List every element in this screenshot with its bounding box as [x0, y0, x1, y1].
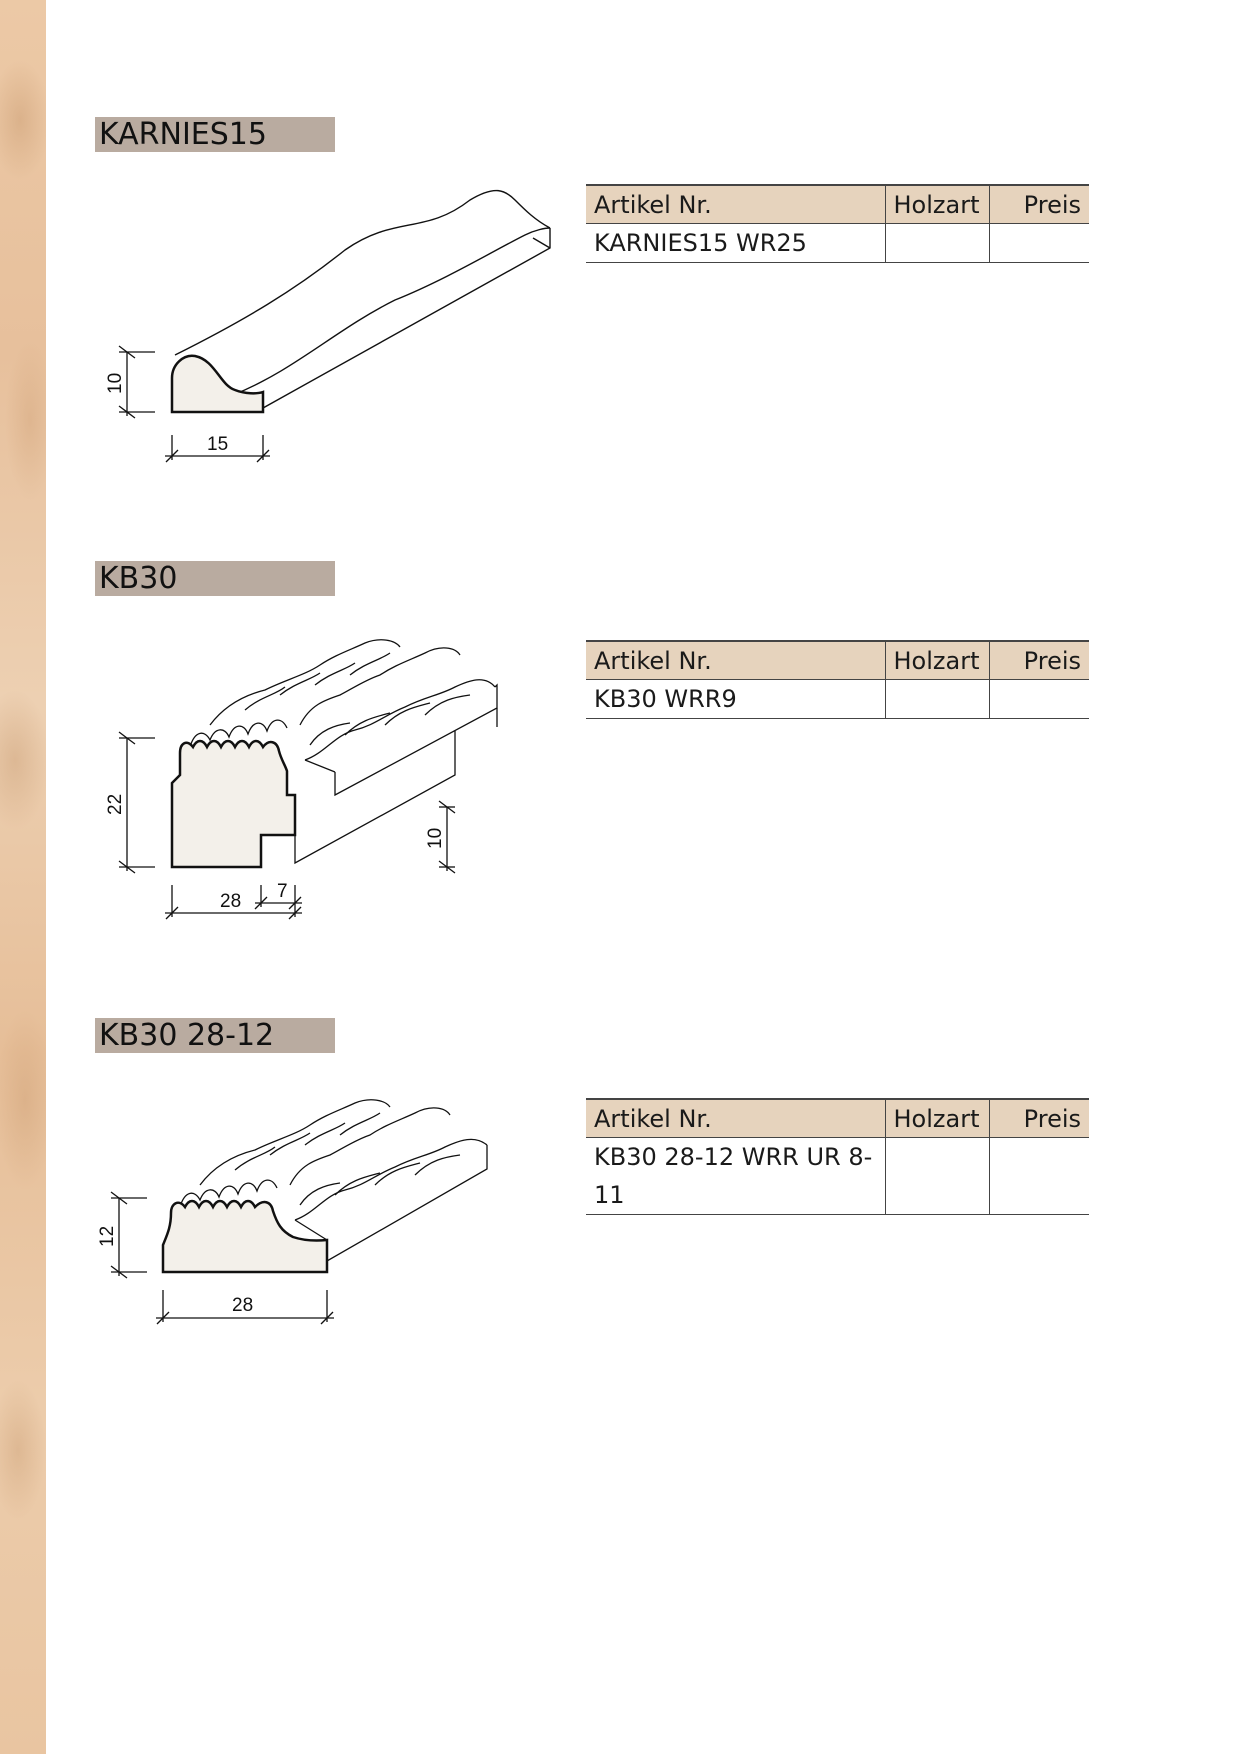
wood-texture-strip [0, 0, 46, 1754]
table-row [586, 1138, 1089, 1215]
profile-drawing-kb30-28-12 [95, 1095, 545, 1345]
dimension-height: 22 [105, 793, 126, 815]
cell-holzart [885, 224, 989, 263]
section-title-kb30-28-12: KB30 28-12 [95, 1018, 335, 1053]
cell-artikel-nr: KARNIES15 WR25 [586, 224, 885, 263]
header-artikel-nr: Artikel Nr. [586, 641, 885, 680]
table-row [586, 680, 1089, 719]
cell-artikel-nr: KB30 28-12 WRR UR 8-11 [586, 1138, 885, 1215]
header-holzart: Holzart [885, 1099, 989, 1138]
section-title-kb30: KB30 [95, 561, 335, 596]
header-holzart: Holzart [885, 641, 989, 680]
cell-holzart [885, 680, 989, 719]
dimension-width: 28 [220, 891, 242, 912]
kb30-cross-section [172, 741, 295, 867]
profile-drawing-kb30 [95, 635, 545, 935]
section-title-karnies15: KARNIES15 [95, 117, 335, 152]
header-holzart: Holzart [885, 185, 989, 224]
cell-preis [989, 680, 1089, 719]
header-artikel-nr: Artikel Nr. [586, 1099, 885, 1138]
spec-table-kb30 [586, 640, 1089, 719]
cell-preis [989, 1138, 1089, 1215]
dimension-width: 28 [232, 1295, 254, 1316]
dimension-rebate-width: 7 [277, 881, 288, 902]
spec-table-kb30-28-12 [586, 1098, 1089, 1215]
kb30-28-12-cross-section [163, 1201, 327, 1272]
header-preis: Preis [989, 641, 1089, 680]
dimension-height: 12 [97, 1225, 118, 1247]
dimension-rebate-height: 10 [425, 827, 446, 849]
table-row [586, 224, 1089, 263]
header-preis: Preis [989, 1099, 1089, 1138]
header-artikel-nr: Artikel Nr. [586, 185, 885, 224]
header-preis: Preis [989, 185, 1089, 224]
spec-table-karnies15 [586, 184, 1089, 263]
profile-drawing-karnies15 [95, 180, 565, 480]
cell-preis [989, 224, 1089, 263]
dimension-width: 15 [207, 434, 229, 455]
karnies15-cross-section [172, 356, 263, 412]
dimension-height: 10 [105, 372, 126, 394]
cell-holzart [885, 1138, 989, 1215]
cell-artikel-nr: KB30 WRR9 [586, 680, 885, 719]
